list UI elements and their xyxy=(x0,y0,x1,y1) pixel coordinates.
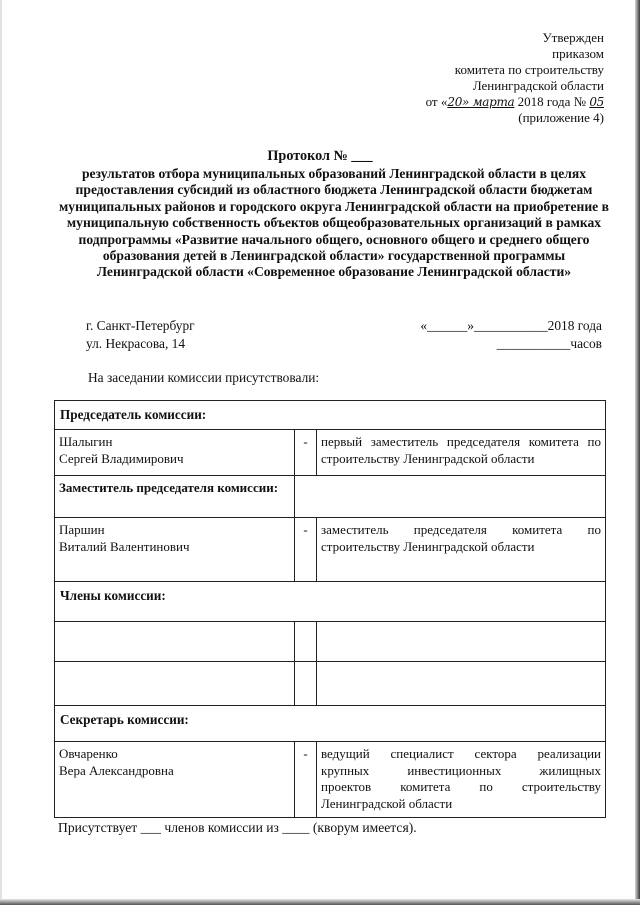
approval-line-3: комитета по строительству xyxy=(454,62,604,77)
approval-stamp-block xyxy=(426,30,604,126)
approval-line-2: приказом xyxy=(552,46,604,61)
members-header-row xyxy=(55,581,605,621)
deputy-position-line-2: строительству Ленинградской области xyxy=(321,538,535,554)
scan-edge-left xyxy=(0,0,2,905)
member-1-name xyxy=(55,622,295,661)
approval-date-handwritten: 20» марта xyxy=(447,95,515,109)
approval-date-line xyxy=(426,94,604,110)
deputy-given-name: Виталий Валентинович xyxy=(59,538,190,554)
commission-table xyxy=(54,400,606,818)
approval-appendix: (приложение 4) xyxy=(518,110,604,125)
meeting-street: ул. Некрасова, 14 xyxy=(86,336,186,351)
meeting-city: г. Санкт-Петербург xyxy=(86,318,195,333)
secretary-header: Секретарь комиссии: xyxy=(60,712,189,727)
secretary-position-line-4: Ленинградской области xyxy=(321,795,453,811)
secretary-position-line-2: крупных инвестиционных жилищных xyxy=(321,762,601,778)
secretary-position-line-3: проектов комитета по строительству xyxy=(321,779,601,794)
member-2-dash xyxy=(295,662,317,705)
chair-row xyxy=(55,429,605,475)
place-date-row xyxy=(86,318,602,334)
deputy-surname: Паршин xyxy=(59,522,105,537)
deputy-header-row xyxy=(55,475,605,517)
chair-name xyxy=(55,430,295,475)
present-intro: На заседании комиссии присутствовали: xyxy=(88,370,320,385)
approval-line-4: Ленинградской области xyxy=(472,78,604,93)
scan-edge-right xyxy=(635,0,640,905)
member-2-name xyxy=(55,662,295,705)
deputy-position xyxy=(317,518,605,581)
chair-given-name: Сергей Владимирович xyxy=(59,450,184,466)
secretary-row xyxy=(55,741,605,817)
member-row-1 xyxy=(55,621,605,661)
member-row-2 xyxy=(55,661,605,705)
secretary-surname: Овчаренко xyxy=(59,746,118,761)
approval-line-1: Утвержден xyxy=(542,30,604,45)
secretary-dash: - xyxy=(295,742,317,817)
chair-position: первый заместитель председателя комитета по строительству Ленинградской области xyxy=(321,434,601,466)
secretary-given-name: Вера Александровна xyxy=(59,762,174,778)
attendance-line: Присутствует ___ членов комиссии из ____ (кворум имеется). xyxy=(58,820,417,835)
secretary-position-line-1: ведущий специалист сектора реализации xyxy=(321,746,601,761)
deputy-dash: - xyxy=(295,518,317,581)
chair-header: Председатель комиссии: xyxy=(60,407,207,422)
chair-header-row xyxy=(55,401,605,429)
deputy-position-line-1: заместитель председателя комитета по xyxy=(321,522,601,537)
meeting-date: «______»___________2018 года xyxy=(420,318,602,333)
meeting-time: ___________часов xyxy=(496,336,602,351)
protocol-title: Протокол № ___ xyxy=(267,148,373,164)
place-time-row xyxy=(86,336,602,352)
approval-date-suffix: 2018 года № xyxy=(514,94,590,109)
secretary-position xyxy=(317,742,605,817)
member-2-position xyxy=(317,662,605,705)
deputy-header: Заместитель председателя комиссии: xyxy=(55,476,295,517)
protocol-subject: результатов отбора муниципальных образований Ленинградской области в целях предоставления субсидий из областного бюджета Ленинградской области бюджетам муниципальных районов и городского округа Ленинградской области на приобретение в муниципальную собственность объектов общеобразовательных организаций в рамках подпрограммы «Развитие начального общего, основного общего и среднего общего образования детей в Ленинградской области» государственной программы Ленинградской области «Современное образование Ленинградской области» xyxy=(59,166,609,280)
deputy-name xyxy=(55,518,295,581)
deputy-header-empty xyxy=(295,476,605,517)
approval-date-prefix: от « xyxy=(425,94,448,109)
secretary-header-row xyxy=(55,705,605,741)
chair-dash: - xyxy=(295,430,317,475)
scan-edge-bottom xyxy=(0,899,640,905)
approval-number-handwritten: 05 xyxy=(589,95,604,109)
secretary-name xyxy=(55,742,295,817)
member-1-dash xyxy=(295,622,317,661)
deputy-row xyxy=(55,517,605,581)
chair-surname: Шалыгин xyxy=(59,434,113,449)
members-header: Члены комиссии: xyxy=(60,588,166,603)
member-1-position xyxy=(317,622,605,661)
